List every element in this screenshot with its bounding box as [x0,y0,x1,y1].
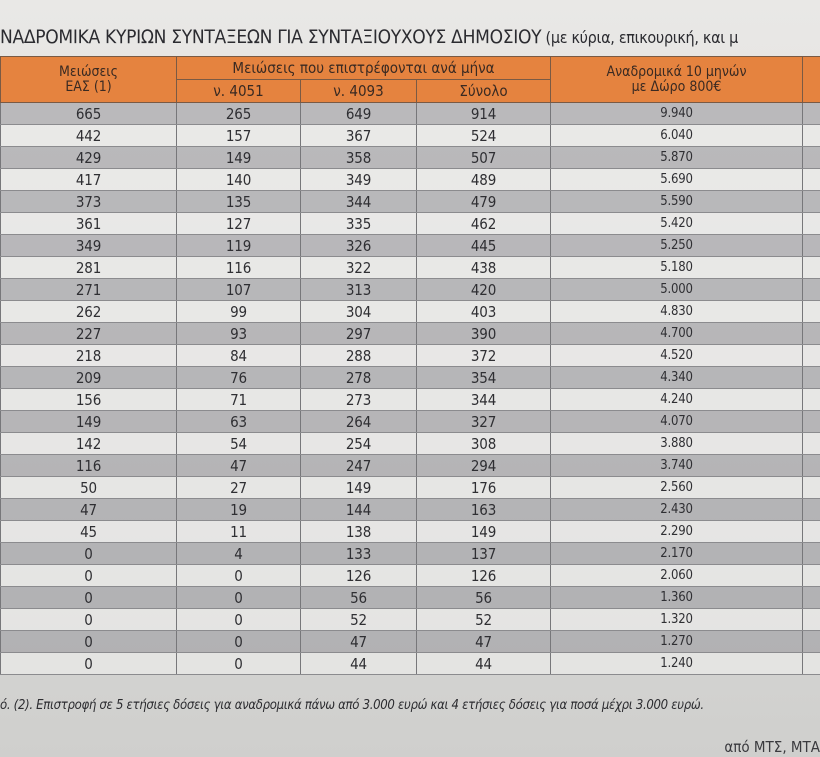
cell-cut [803,565,820,587]
cell-total: 56 [417,587,551,609]
cell-arrears: 2.060 [551,565,803,587]
cell-cut [803,323,820,345]
cell-law-4051: 157 [177,125,301,147]
cell-law-4093: 149 [301,477,417,499]
cell-law-4051: 0 [177,631,301,653]
cell-total: 445 [417,235,551,257]
cell-law-4051: 27 [177,477,301,499]
table-row [1,565,820,587]
cell-eas-cut: 665 [1,103,177,125]
cell-cut [803,213,820,235]
cell-arrears: 2.170 [551,543,803,565]
cell-cut [803,433,820,455]
cell-arrears: 2.430 [551,499,803,521]
cell-law-4093: 47 [301,631,417,653]
cell-law-4051: 4 [177,543,301,565]
cell-cut [803,521,820,543]
cell-cut [803,653,820,675]
cell-total: 462 [417,213,551,235]
table-row [1,345,820,367]
cell-arrears: 5.180 [551,257,803,279]
cell-cut [803,103,820,125]
cell-arrears: 1.360 [551,587,803,609]
table-row [1,433,820,455]
table-row [1,543,820,565]
cell-arrears: 4.520 [551,345,803,367]
cell-eas-cut: 262 [1,301,177,323]
cell-arrears: 5.250 [551,235,803,257]
cell-eas-cut: 50 [1,477,177,499]
table-row [1,477,820,499]
cell-total: 308 [417,433,551,455]
cell-law-4093: 247 [301,455,417,477]
header-cut-column [803,57,820,103]
cell-eas-cut: 116 [1,455,177,477]
cell-cut [803,257,820,279]
cell-law-4051: 135 [177,191,301,213]
cell-eas-cut: 45 [1,521,177,543]
cell-law-4093: 144 [301,499,417,521]
header-law-4051: ν. 4051 [177,80,301,103]
cell-eas-cut: 281 [1,257,177,279]
cell-total: 176 [417,477,551,499]
cell-total: 44 [417,653,551,675]
cell-law-4051: 19 [177,499,301,521]
header-arrears [551,57,803,103]
cell-law-4093: 344 [301,191,417,213]
cell-law-4051: 107 [177,279,301,301]
cell-law-4093: 138 [301,521,417,543]
cell-total: 354 [417,367,551,389]
cell-eas-cut: 271 [1,279,177,301]
cell-law-4093: 335 [301,213,417,235]
cell-total: 507 [417,147,551,169]
cell-arrears: 2.290 [551,521,803,543]
cell-eas-cut: 0 [1,587,177,609]
cell-cut [803,235,820,257]
cell-cut [803,631,820,653]
cell-total: 914 [417,103,551,125]
cell-cut [803,279,820,301]
cell-law-4051: 0 [177,587,301,609]
cell-law-4093: 358 [301,147,417,169]
cell-cut [803,477,820,499]
cell-eas-cut: 0 [1,543,177,565]
cell-law-4051: 127 [177,213,301,235]
cell-arrears: 4.240 [551,389,803,411]
cell-law-4093: 322 [301,257,417,279]
cell-law-4093: 649 [301,103,417,125]
table-row [1,455,820,477]
cell-law-4051: 140 [177,169,301,191]
cell-total: 438 [417,257,551,279]
cell-law-4051: 265 [177,103,301,125]
cell-total: 524 [417,125,551,147]
cell-cut [803,609,820,631]
cell-total: 126 [417,565,551,587]
cell-law-4051: 99 [177,301,301,323]
cell-law-4093: 254 [301,433,417,455]
cell-law-4093: 264 [301,411,417,433]
cell-cut [803,499,820,521]
cell-law-4051: 76 [177,367,301,389]
cell-arrears: 4.340 [551,367,803,389]
cell-arrears: 4.070 [551,411,803,433]
header-returned-cuts: Μειώσεις που επιστρέφονται ανά μήνα [177,57,551,80]
cell-eas-cut: 349 [1,235,177,257]
table-row [1,301,820,323]
cell-total: 47 [417,631,551,653]
cell-eas-cut: 218 [1,345,177,367]
cell-eas-cut: 0 [1,653,177,675]
header-eas-line1: Μειώσεις [59,63,118,80]
cell-law-4093: 367 [301,125,417,147]
cell-arrears: 5.870 [551,147,803,169]
cell-law-4093: 326 [301,235,417,257]
cell-law-4051: 54 [177,433,301,455]
cell-total: 294 [417,455,551,477]
cell-eas-cut: 47 [1,499,177,521]
cell-eas-cut: 417 [1,169,177,191]
header-eas-line2: ΕΑΣ (1) [65,78,112,95]
cell-total: 489 [417,169,551,191]
cell-law-4051: 0 [177,565,301,587]
cell-arrears: 3.740 [551,455,803,477]
cell-arrears: 5.420 [551,213,803,235]
cell-total: 372 [417,345,551,367]
cell-law-4093: 288 [301,345,417,367]
cell-cut [803,345,820,367]
table-title [0,26,820,54]
table-row [1,389,820,411]
cell-arrears: 6.040 [551,125,803,147]
cell-cut [803,125,820,147]
cell-total: 327 [417,411,551,433]
cell-cut [803,147,820,169]
cell-law-4093: 304 [301,301,417,323]
header-eas-cuts [1,57,177,103]
cell-cut [803,367,820,389]
cell-arrears: 2.560 [551,477,803,499]
cell-total: 420 [417,279,551,301]
pension-arrears-table [0,56,820,675]
cell-arrears: 1.240 [551,653,803,675]
header-arrears-line2: με Δώρο 800€ [631,78,722,95]
cell-law-4051: 116 [177,257,301,279]
header-total: Σύνολο [417,80,551,103]
table-row [1,147,820,169]
cell-law-4051: 63 [177,411,301,433]
cell-cut [803,411,820,433]
cell-total: 390 [417,323,551,345]
cell-arrears: 1.270 [551,631,803,653]
table-row [1,609,820,631]
cell-arrears: 9.940 [551,103,803,125]
cell-eas-cut: 429 [1,147,177,169]
table-row [1,631,820,653]
cell-cut [803,191,820,213]
cell-total: 479 [417,191,551,213]
cell-law-4093: 297 [301,323,417,345]
table-row [1,587,820,609]
table-row [1,125,820,147]
table-row [1,411,820,433]
cell-law-4093: 313 [301,279,417,301]
cell-total: 137 [417,543,551,565]
footnote: ό. (2). Επιστροφή σε 5 ετήσιες δόσεις για αναδρομικά πάνω από 3.000 ευρώ και 4 ετήσιες δόσεις για ποσά μέχρι 3.000 ευρώ. [0,698,704,713]
cell-law-4051: 71 [177,389,301,411]
cell-eas-cut: 373 [1,191,177,213]
cell-arrears: 5.590 [551,191,803,213]
cell-eas-cut: 0 [1,609,177,631]
table-row [1,191,820,213]
table-row [1,103,820,125]
cell-law-4051: 11 [177,521,301,543]
cell-eas-cut: 149 [1,411,177,433]
cell-total: 344 [417,389,551,411]
cell-arrears: 1.320 [551,609,803,631]
cell-law-4093: 44 [301,653,417,675]
bottom-cut-text: από ΜΤΣ, ΜΤΑ [724,738,820,756]
table-body [1,103,820,675]
table-row [1,169,820,191]
cell-total: 52 [417,609,551,631]
cell-eas-cut: 0 [1,631,177,653]
table-row [1,235,820,257]
cell-cut [803,587,820,609]
cell-eas-cut: 361 [1,213,177,235]
cell-arrears: 3.880 [551,433,803,455]
cell-eas-cut: 142 [1,433,177,455]
cell-law-4093: 56 [301,587,417,609]
cell-law-4051: 84 [177,345,301,367]
cell-total: 163 [417,499,551,521]
cell-cut [803,389,820,411]
cell-cut [803,455,820,477]
cell-eas-cut: 0 [1,565,177,587]
cell-cut [803,543,820,565]
table-row [1,499,820,521]
table-row [1,521,820,543]
header-arrears-line1: Αναδρομικά 10 μηνών [606,63,747,80]
cell-law-4093: 126 [301,565,417,587]
table-row [1,279,820,301]
cell-law-4051: 47 [177,455,301,477]
cell-eas-cut: 227 [1,323,177,345]
cell-cut [803,301,820,323]
cell-eas-cut: 209 [1,367,177,389]
cell-arrears: 4.700 [551,323,803,345]
title-main: ΝΑΔΡΟΜΙΚΑ ΚΥΡΙΩΝ ΣΥΝΤΑΞΕΩΝ ΓΙΑ ΣΥΝΤΑΞΙΟΥΧΟΥΣ ΔΗΜΟΣΙΟΥ [0,26,542,48]
table-row [1,653,820,675]
table-row [1,257,820,279]
cell-cut [803,169,820,191]
cell-eas-cut: 442 [1,125,177,147]
cell-arrears: 4.830 [551,301,803,323]
cell-law-4093: 52 [301,609,417,631]
cell-eas-cut: 156 [1,389,177,411]
cell-law-4093: 133 [301,543,417,565]
cell-law-4051: 93 [177,323,301,345]
cell-law-4051: 0 [177,653,301,675]
table-row [1,323,820,345]
cell-arrears: 5.690 [551,169,803,191]
cell-total: 149 [417,521,551,543]
cell-law-4093: 349 [301,169,417,191]
title-subtitle: (με κύρια, επικουρική, και μ [541,28,738,47]
cell-total: 403 [417,301,551,323]
cell-law-4093: 278 [301,367,417,389]
cell-law-4051: 119 [177,235,301,257]
table-row [1,213,820,235]
cell-law-4051: 149 [177,147,301,169]
cell-law-4093: 273 [301,389,417,411]
cell-arrears: 5.000 [551,279,803,301]
header-law-4093: ν. 4093 [301,80,417,103]
cell-law-4051: 0 [177,609,301,631]
table-row [1,367,820,389]
